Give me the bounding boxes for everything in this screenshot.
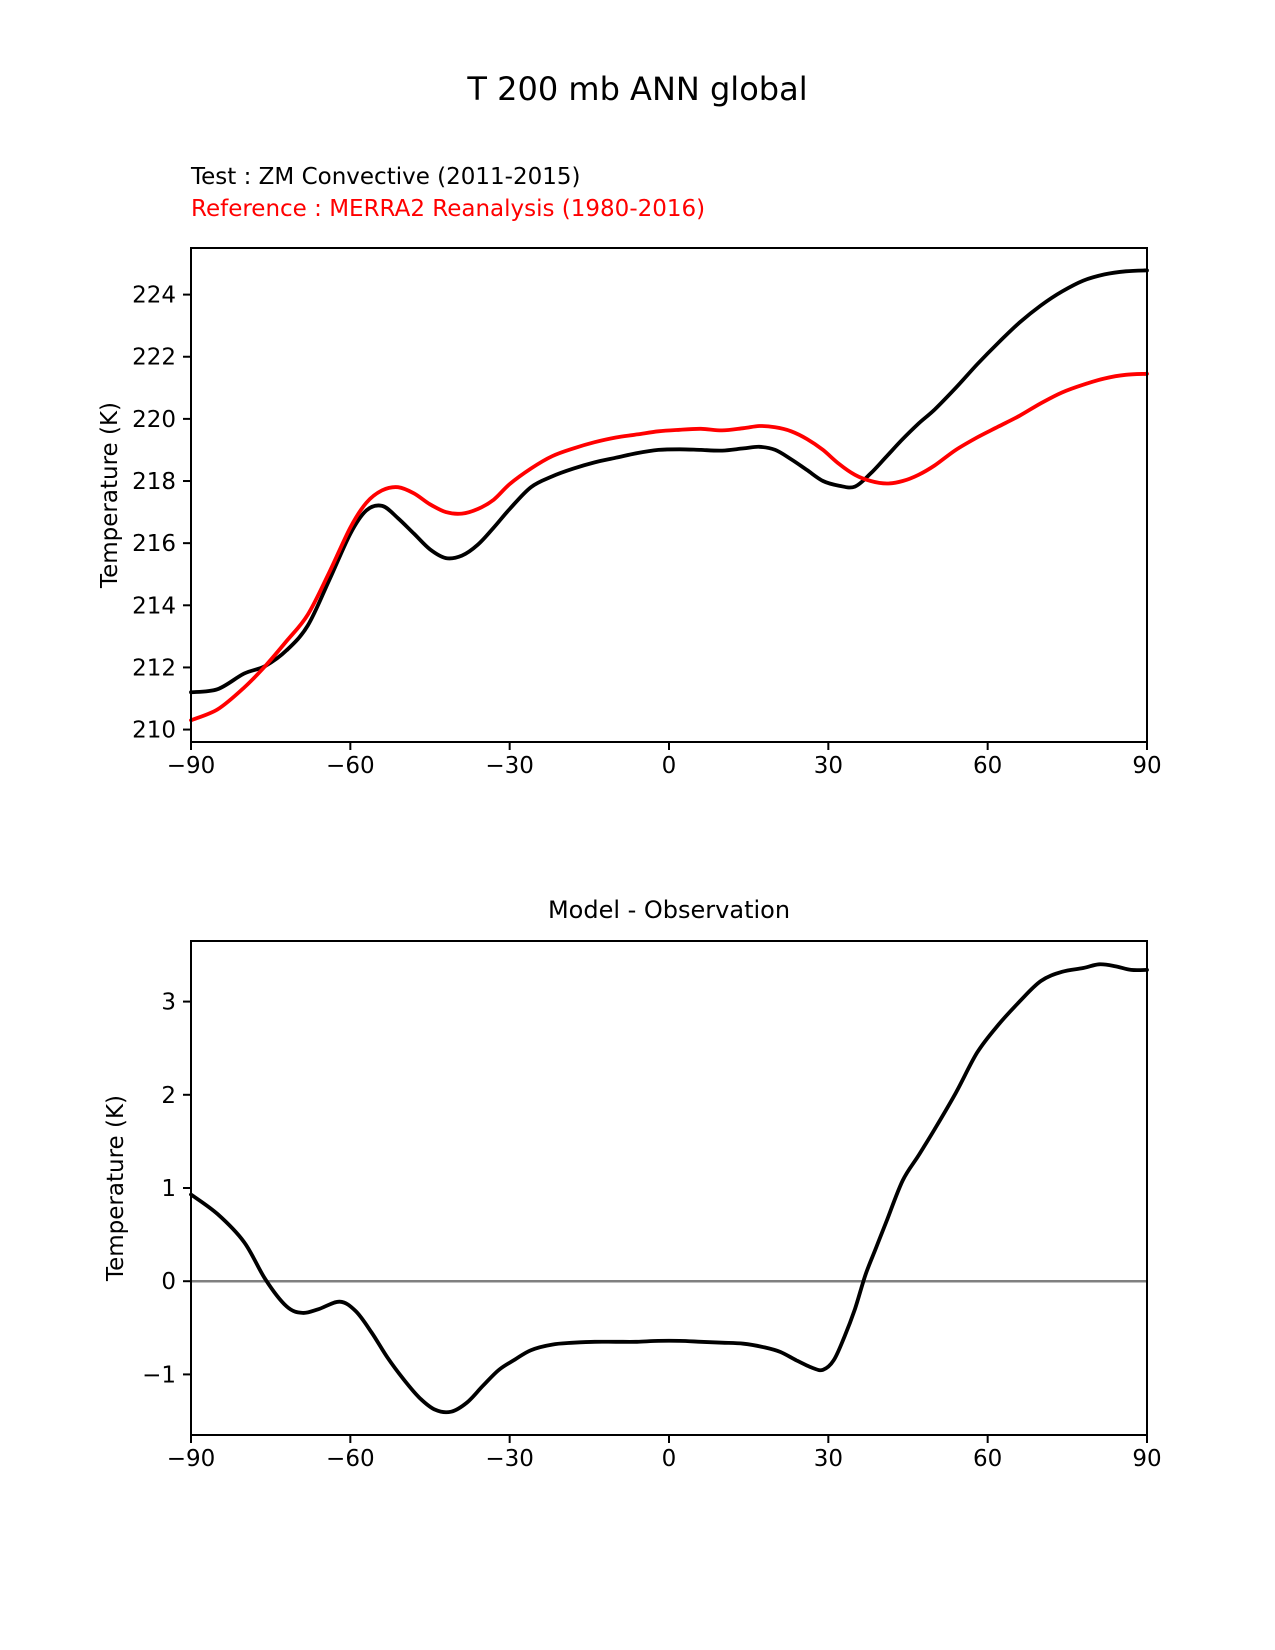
top-chart-y-axis-label: Temperature (K): [97, 401, 123, 589]
y-tick-label: 224: [132, 282, 176, 309]
x-tick-label: 60: [973, 753, 1003, 779]
difference-panel: [142, 941, 1162, 1472]
temperature-panel: [132, 248, 1162, 779]
x-tick-label: 90: [1132, 1446, 1162, 1472]
plot-border: [191, 248, 1147, 742]
test-series-line: [191, 270, 1147, 692]
x-tick-label: −30: [485, 1446, 534, 1472]
y-tick-label: 2: [161, 1082, 176, 1109]
x-tick-label: −60: [326, 753, 375, 779]
x-tick-label: 90: [1132, 753, 1162, 779]
bottom-chart-title: Model - Observation: [547, 896, 791, 924]
x-tick-label: −90: [166, 1446, 216, 1472]
legend-reference-label: Reference : MERRA2 Reanalysis (1980-2016): [191, 196, 706, 222]
y-tick-label: 218: [132, 469, 176, 496]
y-tick-label: 1: [161, 1176, 176, 1202]
y-tick-label: 0: [161, 1269, 176, 1296]
x-tick-label: −90: [166, 753, 216, 779]
difference-series-line: [191, 964, 1147, 1412]
plot-border: [191, 941, 1147, 1435]
y-tick-label: 210: [132, 717, 176, 744]
reference-series-line: [191, 374, 1147, 721]
y-tick-label: 222: [132, 344, 176, 371]
bottom-chart-y-axis-label: Temperature (K): [103, 1094, 129, 1282]
y-tick-label: −1: [142, 1362, 176, 1389]
x-tick-label: 0: [661, 1446, 677, 1472]
y-tick-label: 212: [132, 655, 176, 682]
x-tick-label: 30: [813, 753, 843, 779]
x-tick-label: 60: [973, 1446, 1003, 1472]
y-tick-label: 220: [132, 406, 176, 433]
x-tick-label: 0: [661, 753, 677, 779]
figure-title: T 200 mb ANN global: [467, 70, 808, 108]
y-tick-label: 214: [132, 593, 176, 620]
x-tick-label: −30: [485, 753, 534, 779]
x-tick-label: −60: [326, 1446, 375, 1472]
y-tick-label: 216: [132, 531, 176, 558]
legend-test-label: Test : ZM Convective (2011-2015): [191, 164, 581, 190]
x-tick-label: 30: [813, 1446, 843, 1472]
y-tick-label: 3: [161, 989, 176, 1016]
